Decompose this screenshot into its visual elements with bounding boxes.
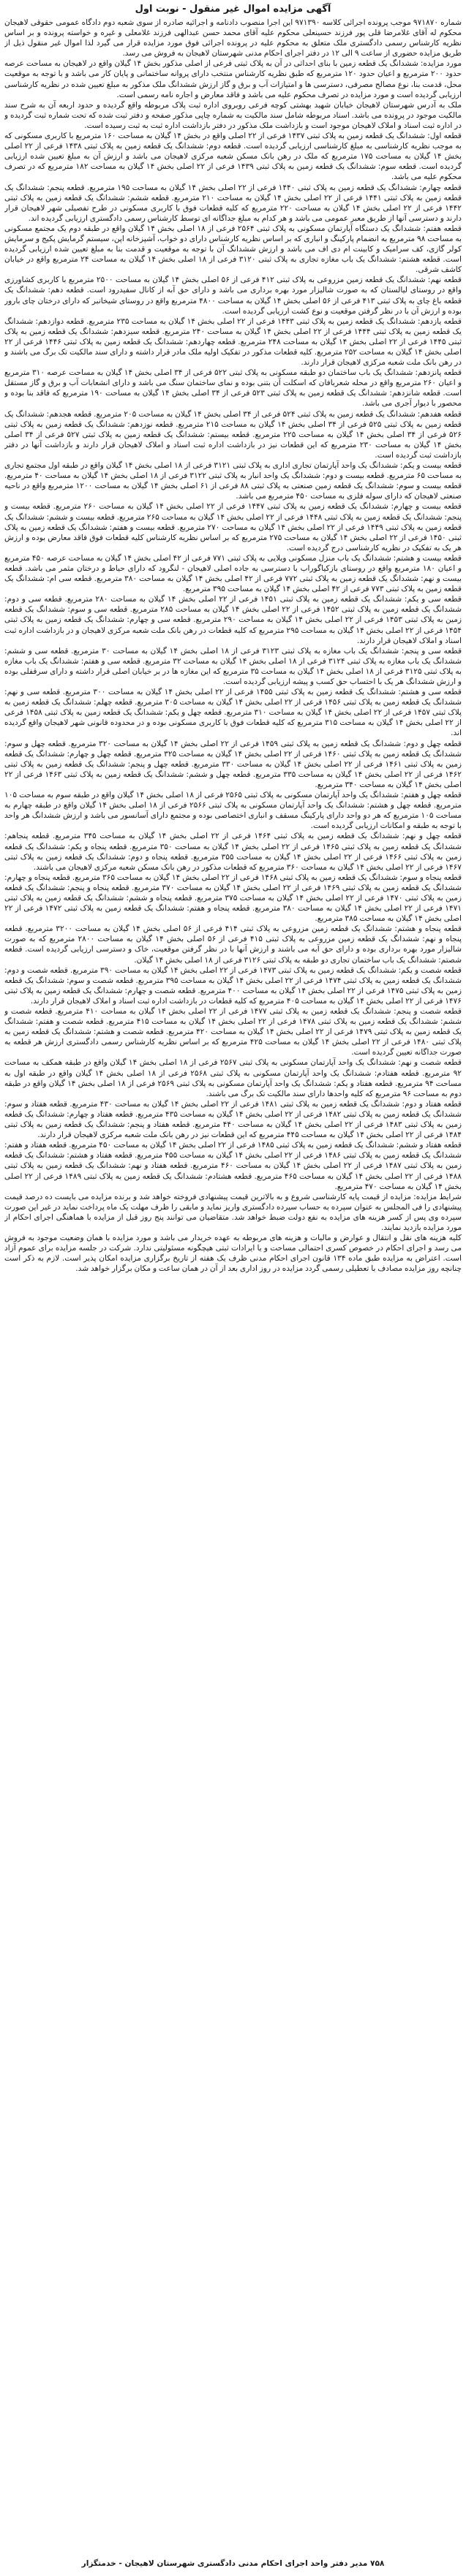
notice-paragraph: قطعه هفتاد و دوم: ششدانگ یک قطعه زمین به پلاک ثبتی ۱۴۸۱ فرعی از ۲۲ اصلی بخش ۱۴ گیلان به مساحت ۴۳۰ مترمربع. قطعه هفتاد و سوم: ششدانگ یک قطعه زمین به پلاک ثبتی ۱۴۸۲ فرعی از ۲۲ اصلی بخش ۱۴ گیلان به مساحت ۴۳۵ مترمربع. قطعه هفتاد و چهارم: ششدانگ یک قطعه زمین به پلاک ثبتی ۱۴۸۳ فرعی از ۲۲ اصلی بخش ۱۴ گیلان به مساحت ۴۴۰ مترمربع. قطعه هفتاد و پنجم: ششدانگ یک قطعه زمین به پلاک ثبتی ۱۴۸۴ فرعی از ۲۲ اصلی بخش ۱۴ گیلان به مساحت ۴۴۵ مترمربع که این قطعات نیز در رهن بانک ملت شعبه مرکزی لاهیجان قرار دارند. bbox=[4, 1099, 462, 1140]
notice-paragraph: قطعه نهم: ششدانگ یک قطعه زمین مزروعی به پلاک ثبتی ۴۱۲ فرعی از ۵۶ اصلی بخش ۱۴ گیلان به مساحت ۲۵۰۰ مترمربع با کاربری کشاورزی واقع در روستای لیالستان که به صورت شالیزار مورد بهره برداری می باشد و دارای حق آبه از کانال سفیدرود است. قطعه دهم: ششدانگ یک قطعه باغ چای به پلاک ثبتی ۴۱۳ فرعی از ۵۶ اصلی بخش ۱۴ گیلان به مساحت ۴۸۰۰ مترمربع واقع در روستای شیخانبر که دارای درختان چای بارور بوده و ارزش آن با در نظر گرفتن موقعیت و نوع کشت ارزیابی گردیده است. bbox=[4, 276, 462, 316]
notice-paragraph: مورد مزایده: ششدانگ یک قطعه زمین با بنای احداثی در آن به پلاک ثبتی فرعی از اصلی مذکور بخش ۱۴ گیلان واقع در لاهیجان به مساحت عرصه حدود ۲۰۰ مترمربع و اعیان حدود ۱۲۰ مترمربع که طبق نظریه کارشناس منتخب دارای پروانه ساختمانی و پایان کار می باشد و با توجه به موقعیت محل، قدمت بنا، نوع مصالح مصرفی، دسترسی ها و امتیازات آب و برق و گاز ارزش ششدانگ ملک مذکور به مبلغ تعیین شده در نظریه کارشناسی ارزیابی گردیده است و مورد مزایده در تصرف محکوم علیه می باشد و فاقد معارض و اجاره نامه رسمی است. bbox=[4, 59, 462, 99]
notice-paragraph: قطعه بیست و هشتم: ششدانگ یک باب منزل مسکونی ویلایی به پلاک ثبتی ۷۷۱ فرعی از ۴۲ اصلی بخش ۱۴ گیلان به مساحت عرصه ۴۵۰ مترمربع و اعیان ۱۸۰ مترمربع واقع در روستای بازکیاگوراب با دسترسی به جاده اصلی لاهیجان - لنگرود که دارای حیاط و درختان مثمر می باشد. قطعه بیست و نهم: ششدانگ یک قطعه زمین به پلاک ثبتی ۷۷۲ فرعی از ۴۲ اصلی بخش ۱۴ گیلان به مساحت ۳۸۰ مترمربع. قطعه سی ام: ششدانگ یک قطعه زمین به پلاک ثبتی ۷۷۳ فرعی از ۴۲ اصلی بخش ۱۴ گیلان به مساحت ۳۹۵ مترمربع. bbox=[4, 553, 462, 594]
notice-paragraph: قطعه شصت و پنجم: ششدانگ یک قطعه زمین به پلاک ثبتی ۱۴۷۷ فرعی از ۲۲ اصلی بخش ۱۴ گیلان به مساحت ۴۱۰ مترمربع. قطعه شصت و ششم: ششدانگ یک قطعه زمین به پلاک ثبتی ۱۴۷۸ فرعی از ۲۲ اصلی بخش ۱۴ گیلان به مساحت ۴۱۵ مترمربع. قطعه شصت و هفتم: ششدانگ یک قطعه زمین به پلاک ثبتی ۱۴۷۹ فرعی از ۲۲ اصلی بخش ۱۴ گیلان به مساحت ۴۲۰ مترمربع. قطعه شصت و هشتم: ششدانگ یک قطعه زمین به پلاک ثبتی ۱۴۸۰ فرعی از ۲۲ اصلی بخش ۱۴ گیلان به مساحت ۴۲۵ مترمربع که بر اساس نظریه کارشناس رسمی دادگستری ارزش هر قطعه به صورت جداگانه تعیین گردیده است. bbox=[4, 1007, 462, 1057]
notice-paragraph: قطعه هفتم: ششدانگ یک دستگاه آپارتمان مسکونی به پلاک ثبتی ۲۵۶۴ فرعی از ۱۸ اصلی بخش ۱۴ گیلان واقع در طبقه دوم یک مجتمع مسکونی به مساحت ۹۸ مترمربع به انضمام پارکینگ و انباری که بر اساس نظریه کارشناس دارای دو خواب، آشپزخانه اپن، سیستم گرمایش پکیج و سرمایش کولر گازی، کف سرامیک و کابینت ام دی اف می باشد و ارزش ششدانگ آن با توجه به موقعیت و قدمت بنا به مبلغ تعیین شده ارزیابی گردیده است. قطعه هشتم: ششدانگ یک باب مغازه تجاری به پلاک ثبتی ۳۱۲۰ فرعی از ۱۸ اصلی بخش ۱۴ گیلان به مساحت ۲۴ مترمربع واقع در خیابان کاشف شرقی. bbox=[4, 224, 462, 275]
notice-paragraph: قطعه چهل و نهم: ششدانگ یک قطعه زمین به پلاک ثبتی ۱۴۶۴ فرعی از ۲۲ اصلی بخش ۱۴ گیلان به مساحت ۳۴۵ مترمربع. قطعه پنجاهم: ششدانگ یک قطعه زمین به پلاک ثبتی ۱۴۶۵ فرعی از ۲۲ اصلی بخش ۱۴ گیلان به مساحت ۳۵۰ مترمربع. قطعه پنجاه و یکم: ششدانگ یک قطعه زمین به پلاک ثبتی ۱۴۶۶ فرعی از ۲۲ اصلی بخش ۱۴ گیلان به مساحت ۳۵۵ مترمربع. قطعه پنجاه و دوم: ششدانگ یک قطعه زمین به پلاک ثبتی ۱۴۶۷ فرعی از ۲۲ اصلی بخش ۱۴ گیلان به مساحت ۳۶۰ مترمربع که قطعات مذکور در رهن بانک مسکن شعبه مرکزی لاهیجان می باشند. bbox=[4, 832, 462, 872]
notice-paragraph: قطعه سی و پنجم: ششدانگ یک باب مغازه به پلاک ثبتی ۳۱۲۳ فرعی از ۱۸ اصلی بخش ۱۴ گیلان به مساحت ۳۰ مترمربع. قطعه سی و ششم: ششدانگ یک باب مغازه به پلاک ثبتی ۳۱۲۴ فرعی از ۱۸ اصلی بخش ۱۴ گیلان به مساحت ۳۲ مترمربع. قطعه سی و هفتم: ششدانگ یک باب مغازه به پلاک ثبتی ۳۱۲۵ فرعی از ۱۸ اصلی بخش ۱۴ گیلان به مساحت ۳۵ مترمربع که این مغازه ها در بر خیابان اصلی قرار داشته و دارای سرقفلی بوده و ارزش ششدانگ هر یک با احتساب حق کسب و پیشه ارزیابی گردیده است. bbox=[4, 646, 462, 686]
notice-paragraph: قطعه بیست و یکم: ششدانگ یک واحد آپارتمان تجاری اداری به پلاک ثبتی ۳۱۲۱ فرعی از ۱۸ اصلی بخش ۱۴ گیلان واقع در طبقه اول مجتمع تجاری به مساحت ۶۵ مترمربع. قطعه بیست و دوم: ششدانگ یک واحد انبار به پلاک ثبتی ۳۱۲۲ فرعی از ۱۸ اصلی بخش ۱۴ گیلان به مساحت ۴۰ مترمربع. قطعه بیست و سوم: ششدانگ یک قطعه زمین صنعتی به پلاک ثبتی ۸۸ فرعی از ۶۱ اصلی بخش ۱۴ گیلان به مساحت ۱۲۰۰ مترمربع واقع در ناحیه صنعتی لاهیجان که دارای سوله فلزی به مساحت ۴۵۰ مترمربع می باشد. bbox=[4, 461, 462, 501]
notice-body bbox=[4, 18, 462, 2553]
notice-paragraph: قطعه شصت و یکم: ششدانگ یک قطعه زمین به پلاک ثبتی ۱۴۷۳ فرعی از ۲۲ اصلی بخش ۱۴ گیلان به مساحت ۳۹۰ مترمربع. قطعه شصت و دوم: ششدانگ یک قطعه زمین به پلاک ثبتی ۱۴۷۴ فرعی از ۲۲ اصلی بخش ۱۴ گیلان به مساحت ۳۹۵ مترمربع. قطعه شصت و سوم: ششدانگ یک قطعه زمین به پلاک ثبتی ۱۴۷۵ فرعی از ۲۲ اصلی بخش ۱۴ گیلان به مساحت ۴۰۰ مترمربع. قطعه شصت و چهارم: ششدانگ یک قطعه زمین به پلاک ثبتی ۱۴۷۶ فرعی از ۲۲ اصلی بخش ۱۴ گیلان به مساحت ۴۰۵ مترمربع که کلیه قطعات در بازداشت اداره ثبت اسناد و املاک لاهیجان قرار دارند. bbox=[4, 965, 462, 1006]
notice-paragraph: قطعه سی و یکم: ششدانگ یک قطعه زمین به پلاک ثبتی ۱۴۵۱ فرعی از ۲۲ اصلی بخش ۱۴ گیلان به مساحت ۲۸۰ مترمربع. قطعه سی و دوم: ششدانگ یک قطعه زمین به پلاک ثبتی ۱۴۵۲ فرعی از ۲۲ اصلی بخش ۱۴ گیلان به مساحت ۲۸۵ مترمربع. قطعه سی و سوم: ششدانگ یک قطعه زمین به پلاک ثبتی ۱۴۵۳ فرعی از ۲۲ اصلی بخش ۱۴ گیلان به مساحت ۲۹۰ مترمربع. قطعه سی و چهارم: ششدانگ یک قطعه زمین به پلاک ثبتی ۱۴۵۴ فرعی از ۲۲ اصلی بخش ۱۴ گیلان به مساحت ۲۹۵ مترمربع که کلیه قطعات در رهن بانک ملت شعبه مرکزی لاهیجان و در بازداشت اداره ثبت اسناد و املاک لاهیجان قرار دارند. bbox=[4, 595, 462, 645]
notice-paragraph: قطعه هفدهم: ششدانگ یک قطعه زمین به پلاک ثبتی ۵۲۴ فرعی از ۳۴ اصلی بخش ۱۴ گیلان به مساحت ۲۰۵ مترمربع. قطعه هجدهم: ششدانگ یک قطعه زمین به پلاک ثبتی ۵۲۵ فرعی از ۳۴ اصلی بخش ۱۴ گیلان به مساحت ۲۱۵ مترمربع. قطعه نوزدهم: ششدانگ یک قطعه زمین به پلاک ثبتی ۵۲۶ فرعی از ۳۴ اصلی بخش ۱۴ گیلان به مساحت ۲۲۵ مترمربع. قطعه بیستم: ششدانگ یک قطعه زمین به پلاک ثبتی ۵۲۷ فرعی از ۳۴ اصلی بخش ۱۴ گیلان به مساحت ۲۳۰ مترمربع که این قطعات نیز در بازداشت اداره ثبت اسناد و املاک لاهیجان قرار دارند و بازداشت آنها در دفتر بازداشت ثبت گردیده است. bbox=[4, 409, 462, 460]
notice-paragraph: قطعه بیست و چهارم: ششدانگ یک قطعه زمین به پلاک ثبتی ۱۴۴۷ فرعی از ۲۲ اصلی بخش ۱۴ گیلان به مساحت ۲۶۰ مترمربع. قطعه بیست و پنجم: ششدانگ یک قطعه زمین به پلاک ثبتی ۱۴۴۸ فرعی از ۲۲ اصلی بخش ۱۴ گیلان به مساحت ۲۶۵ مترمربع. قطعه بیست و ششم: ششدانگ یک قطعه زمین به پلاک ثبتی ۱۴۴۹ فرعی از ۲۲ اصلی بخش ۱۴ گیلان به مساحت ۲۷۰ مترمربع. قطعه بیست و هفتم: ششدانگ یک قطعه زمین به پلاک ثبتی ۱۴۵۰ فرعی از ۲۲ اصلی بخش ۱۴ گیلان به مساحت ۲۷۵ مترمربع که بر اساس نظریه کارشناس کلیه قطعات فوق فاقد معارض بوده و ارزش هر یک به تفکیک در نظریه کارشناسی درج گردیده است. bbox=[4, 502, 462, 552]
notice-paragraph: کلیه هزینه های نقل و انتقال و عوارض و مالیات و هزینه های مربوطه به عهده خریدار می باشد و مورد مزایده با همان وضعیت موجود به فروش می رسد و اجرای احکام در خصوص کسری احتمالی مساحت و یا ایرادات ثبتی هیچگونه مسئولیتی ندارد. شرکت در جلسه مزایده برای عموم آزاد است. اعتراض به مزایده طبق ماده ۱۳۴ قانون اجرای احکام مدنی ظرف یک هفته از تاریخ برگزاری مزایده امکان پذیر است. لازم به ذکر است چنانچه روز مزایده مصادف با تعطیلی رسمی گردد مزایده در روز اداری بعد از آن در همان ساعت و مکان برگزار خواهد شد. bbox=[4, 1234, 462, 1274]
notice-paragraph: قطعه پانزدهم: ششدانگ یک باب ساختمان دو طبقه مسکونی به پلاک ثبتی ۵۲۲ فرعی از ۳۴ اصلی بخش ۱۴ گیلان به مساحت عرصه ۳۱۰ مترمربع و اعیان ۲۶۰ مترمربع واقع در محله شعربافان که اسکلت آن بتنی بوده و نمای ساختمان سنگ می باشد و دارای انشعابات آب و برق و گاز مستقل است. قطعه شانزدهم: ششدانگ یک قطعه زمین به پلاک ثبتی ۵۲۳ فرعی از ۳۴ اصلی بخش ۱۴ گیلان به مساحت ۱۹۰ مترمربع که فاقد بنا بوده و محصور با دیوار آجری می باشد. bbox=[4, 368, 462, 409]
notice-paragraph: قطعه اول: ششدانگ یک قطعه زمین به پلاک ثبتی ۱۴۳۷ فرعی از ۲۲ اصلی واقع در بخش ۱۴ گیلان به مساحت ۱۶۰ مترمربع با کاربری مسکونی که به موجب نظریه کارشناسی به مبلغ کارشناسی ارزیابی گردیده است. قطعه دوم: ششدانگ یک قطعه زمین به پلاک ثبتی ۱۴۳۸ فرعی از ۲۲ اصلی بخش ۱۴ گیلان به مساحت ۱۷۵ مترمربع که ملک در رهن بانک مسکن شعبه مرکزی لاهیجان می باشد و ارزش آن به مبلغ تعیین شده ارزیابی گردیده است. قطعه سوم: ششدانگ یک قطعه زمین به پلاک ثبتی ۱۴۳۹ فرعی از ۲۲ اصلی بخش ۱۴ گیلان به مساحت ۱۸۲ مترمربع که در تصرف محکوم علیه می باشد. bbox=[4, 132, 462, 182]
notice-paragraph: ملک به آدرس شهرستان لاهیجان خیابان شهید بهشتی کوچه فرعی روبروی اداره ثبت پلاک مربوطه واقع گردیده و حدود اربعه آن به شرح سند مالکیت موجود در پرونده می باشد. اسناد مربوطه شامل سند مالکیت به شماره چاپی مذکور صفحه و دفتر ثبت شده که تحت شماره ثبت گردیده و در اداره ثبت اسناد و املاک لاهیجان موجود است و بازداشت ملک مذکور در دفتر بازداشت اداره ثبت به ثبت رسیده است. bbox=[4, 100, 462, 130]
notice-paragraph: قطعه شصت و نهم: ششدانگ یک واحد آپارتمان مسکونی به پلاک ثبتی ۲۵۶۷ فرعی از ۱۸ اصلی بخش ۱۴ گیلان واقع در طبقه همکف به مساحت ۹۲ مترمربع. قطعه هفتادم: ششدانگ یک واحد آپارتمان مسکونی به پلاک ثبتی ۲۵۶۸ فرعی از ۱۸ اصلی بخش ۱۴ گیلان واقع در طبقه اول به مساحت ۹۴ مترمربع. قطعه هفتاد و یکم: ششدانگ یک واحد آپارتمان مسکونی به پلاک ثبتی ۲۵۶۹ فرعی از ۱۸ اصلی بخش ۱۴ گیلان واقع در طبقه دوم به مساحت ۹۶ مترمربع که کلیه واحدها دارای سند مالکیت تک برگ می باشند. bbox=[4, 1058, 462, 1098]
auction-notice bbox=[4, 3, 462, 2572]
notice-paragraph: قطعه هفتاد و ششم: ششدانگ یک قطعه زمین به پلاک ثبتی ۱۴۸۵ فرعی از ۲۲ اصلی بخش ۱۴ گیلان به مساحت ۴۵۰ مترمربع. قطعه هفتاد و هفتم: ششدانگ یک قطعه زمین به پلاک ثبتی ۱۴۸۶ فرعی از ۲۲ اصلی بخش ۱۴ گیلان به مساحت ۴۵۵ مترمربع. قطعه هفتاد و هشتم: ششدانگ یک قطعه زمین به پلاک ثبتی ۱۴۸۷ فرعی از ۲۲ اصلی بخش ۱۴ گیلان به مساحت ۴۶۰ مترمربع. قطعه هفتاد و نهم: ششدانگ یک قطعه زمین به پلاک ثبتی ۱۴۸۸ فرعی از ۲۲ اصلی بخش ۱۴ گیلان به مساحت ۴۶۵ مترمربع. قطعه هشتادم: ششدانگ یک قطعه زمین به پلاک ثبتی ۱۴۸۹ فرعی از ۲۲ اصلی بخش ۱۴ گیلان به مساحت ۴۷۰ مترمربع. bbox=[4, 1141, 462, 1191]
notice-paragraph: قطعه پنجاه و سوم: ششدانگ یک قطعه زمین به پلاک ثبتی ۱۴۶۸ فرعی از ۲۲ اصلی بخش ۱۴ گیلان به مساحت ۳۶۵ مترمربع. قطعه پنجاه و چهارم: ششدانگ یک قطعه زمین به پلاک ثبتی ۱۴۶۹ فرعی از ۲۲ اصلی بخش ۱۴ گیلان به مساحت ۳۷۰ مترمربع. قطعه پنجاه و پنجم: ششدانگ یک قطعه زمین به پلاک ثبتی ۱۴۷۰ فرعی از ۲۲ اصلی بخش ۱۴ گیلان به مساحت ۳۷۵ مترمربع. قطعه پنجاه و ششم: ششدانگ یک قطعه زمین به پلاک ثبتی ۱۴۷۱ فرعی از ۲۲ اصلی بخش ۱۴ گیلان به مساحت ۳۸۰ مترمربع. قطعه پنجاه و هفتم: ششدانگ یک قطعه زمین به پلاک ثبتی ۱۴۷۲ فرعی از ۲۲ اصلی بخش ۱۴ گیلان به مساحت ۳۸۵ مترمربع. bbox=[4, 873, 462, 924]
notice-signature: ۷۵۸ مدیر دفتر واحد اجرای احکام مدنی دادگستری شهرستان لاهیجان - خدمتگزار bbox=[4, 2556, 462, 2572]
notice-paragraph: قطعه یازدهم: ششدانگ یک قطعه زمین به پلاک ثبتی ۱۴۴۳ فرعی از ۲۲ اصلی بخش ۱۴ گیلان به مساحت ۲۳۵ مترمربع. قطعه دوازدهم: ششدانگ یک قطعه زمین به پلاک ثبتی ۱۴۴۴ فرعی از ۲۲ اصلی بخش ۱۴ گیلان به مساحت ۲۴۰ مترمربع. قطعه سیزدهم: ششدانگ یک قطعه زمین به پلاک ثبتی ۱۴۴۵ فرعی از ۲۲ اصلی بخش ۱۴ گیلان به مساحت ۲۴۸ مترمربع. قطعه چهاردهم: ششدانگ یک قطعه زمین به پلاک ثبتی ۱۴۴۶ فرعی از ۲۲ اصلی بخش ۱۴ گیلان به مساحت ۲۵۲ مترمربع. کلیه قطعات مذکور در تفکیک اولیه ملک مادر قرار داشته و دارای سند مالکیت تک برگ می باشند و در رهن بانک ملت شعبه مرکزی لاهیجان قرار دارند. bbox=[4, 316, 462, 368]
notice-paragraph: شماره ۹۷۱۸۷۰ موجب پرونده اجرائی کلاسه ۹۷۱۳۹۰ این اجرا منصوب دادنامه و اجرائیه صادره از سوی شعبه دوم دادگاه عمومی حقوقی لاهیجان محکوم له آقای غلامرضا قلی پور فرزند حسینعلی محکوم علیه آقای محمد حسن عبدالهی فرزند غلامعلی و غیره و خواسته پرونده و بر اساس نظریه کارشناس رسمی دادگستری ملک متعلق به محکوم علیه در پرونده اجرائی فوق مورد مزایده قرار می گیرد لذا اموال غیر منقول ذیل از طریق مزایده حضوری از ساعت ۹ الی ۱۲ در دفتر اجرای احکام مدنی شهرستان لاهیجان به فروش می رسد. bbox=[4, 18, 462, 58]
notice-paragraph: شرایط مزایده: مزایده از قیمت پایه کارشناسی شروع و به بالاترین قیمت پیشنهادی فروخته خواهد شد و برنده مزایده می بایست ده درصد قیمت پیشنهادی را فی المجلس به عنوان سپرده به حساب سپرده دادگستری واریز نماید و مابقی را ظرف مهلت یک ماه پرداخت نماید در غیر این صورت سپرده وی پس از کسر هزینه های مزایده به نفع دولت ضبط خواهد شد. متقاضیان می توانند پنج روز قبل از مزایده با هماهنگی اجرای احکام از مورد مزایده بازدید نمایند. bbox=[4, 1192, 462, 1232]
notice-title: آگهی مزایده اموال غیر منقول - نوبت اول bbox=[135, 4, 331, 15]
notice-paragraph: قطعه پنجاه و هشتم: ششدانگ یک قطعه زمین مزروعی به پلاک ثبتی ۴۱۴ فرعی از ۵۶ اصلی بخش ۱۴ گیلان به مساحت ۳۲۰۰ مترمربع. قطعه پنجاه و نهم: ششدانگ یک قطعه زمین مزروعی به پلاک ثبتی ۴۱۵ فرعی از ۵۶ اصلی بخش ۱۴ گیلان به مساحت ۲۸۰۰ مترمربع که به صورت شالیزار مورد بهره برداری بوده و دارای حق آبه می باشند و ارزش آنها با در نظر گرفتن موقعیت، خاک و دسترسی ارزیابی گردیده است. قطعه شصتم: ششدانگ یک باب ساختمان تجاری دو طبقه به پلاک ثبتی ۳۱۲۶ فرعی از ۱۸ اصلی بخش ۱۴ گیلان. bbox=[4, 924, 462, 965]
notice-paragraph: قطعه چهارم: ششدانگ یک قطعه زمین به پلاک ثبتی ۱۴۴۰ فرعی از ۲۲ اصلی بخش ۱۴ گیلان به مساحت ۱۹۵ مترمربع. قطعه پنجم: ششدانگ یک قطعه زمین به پلاک ثبتی ۱۴۴۱ فرعی از ۲۲ اصلی بخش ۱۴ گیلان به مساحت ۲۱۰ مترمربع. قطعه ششم: ششدانگ یک قطعه زمین به پلاک ثبتی ۱۴۴۲ فرعی از ۲۲ اصلی بخش ۱۴ گیلان به مساحت ۲۲۰ مترمربع که کلیه قطعات فوق با کاربری مسکونی در طرح تفصیلی شهر لاهیجان قرار دارند و دسترسی آنها از طریق معبر عمومی می باشد و هر کدام به مبلغ جداگانه ای توسط کارشناس رسمی دادگستری ارزیابی گردیده اند. bbox=[4, 183, 462, 223]
notice-paragraph: قطعه سی و هشتم: ششدانگ یک قطعه زمین به پلاک ثبتی ۱۴۵۵ فرعی از ۲۲ اصلی بخش ۱۴ گیلان به مساحت ۳۰۰ مترمربع. قطعه سی و نهم: ششدانگ یک قطعه زمین به پلاک ثبتی ۱۴۵۶ فرعی از ۲۲ اصلی بخش ۱۴ گیلان به مساحت ۳۰۵ مترمربع. قطعه چهلم: ششدانگ یک قطعه زمین به پلاک ثبتی ۱۴۵۷ فرعی از ۲۲ اصلی بخش ۱۴ گیلان به مساحت ۳۱۰ مترمربع. قطعه چهل و یکم: ششدانگ یک قطعه زمین به پلاک ثبتی ۱۴۵۸ فرعی از ۲۲ اصلی بخش ۱۴ گیلان به مساحت ۳۱۵ مترمربع که کلیه قطعات فوق با کاربری مسکونی بوده و در محدوده قانونی شهر لاهیجان واقع گردیده اند. bbox=[4, 688, 462, 738]
notice-paragraph: قطعه چهل و دوم: ششدانگ یک قطعه زمین به پلاک ثبتی ۱۴۵۹ فرعی از ۲۲ اصلی بخش ۱۴ گیلان به مساحت ۳۲۰ مترمربع. قطعه چهل و سوم: ششدانگ یک قطعه زمین به پلاک ثبتی ۱۴۶۰ فرعی از ۲۲ اصلی بخش ۱۴ گیلان به مساحت ۳۲۵ مترمربع. قطعه چهل و چهارم: ششدانگ یک قطعه زمین به پلاک ثبتی ۱۴۶۱ فرعی از ۲۲ اصلی بخش ۱۴ گیلان به مساحت ۳۳۰ مترمربع. قطعه چهل و پنجم: ششدانگ یک قطعه زمین به پلاک ثبتی ۱۴۶۲ فرعی از ۲۲ اصلی بخش ۱۴ گیلان به مساحت ۳۳۵ مترمربع. قطعه چهل و ششم: ششدانگ یک قطعه زمین به پلاک ثبتی ۱۴۶۳ فرعی از ۲۲ اصلی بخش ۱۴ گیلان به مساحت ۳۴۰ مترمربع. bbox=[4, 739, 462, 789]
notice-paragraph: قطعه چهل و هفتم: ششدانگ یک واحد آپارتمان مسکونی به پلاک ثبتی ۲۵۶۵ فرعی از ۱۸ اصلی بخش ۱۴ گیلان واقع در طبقه سوم به مساحت ۱۰۵ مترمربع. قطعه چهل و هشتم: ششدانگ یک واحد آپارتمان مسکونی به پلاک ثبتی ۲۵۶۶ فرعی از ۱۸ اصلی بخش ۱۴ گیلان واقع در طبقه چهارم به مساحت ۱۰۵ مترمربع که هر دو واحد دارای پارکینگ مسقف و انباری اختصاصی بوده و مجتمع دارای آسانسور می باشد و ارزش ششدانگ هر واحد با توجه به طبقه و امکانات ارزیابی گردیده است. bbox=[4, 791, 462, 831]
